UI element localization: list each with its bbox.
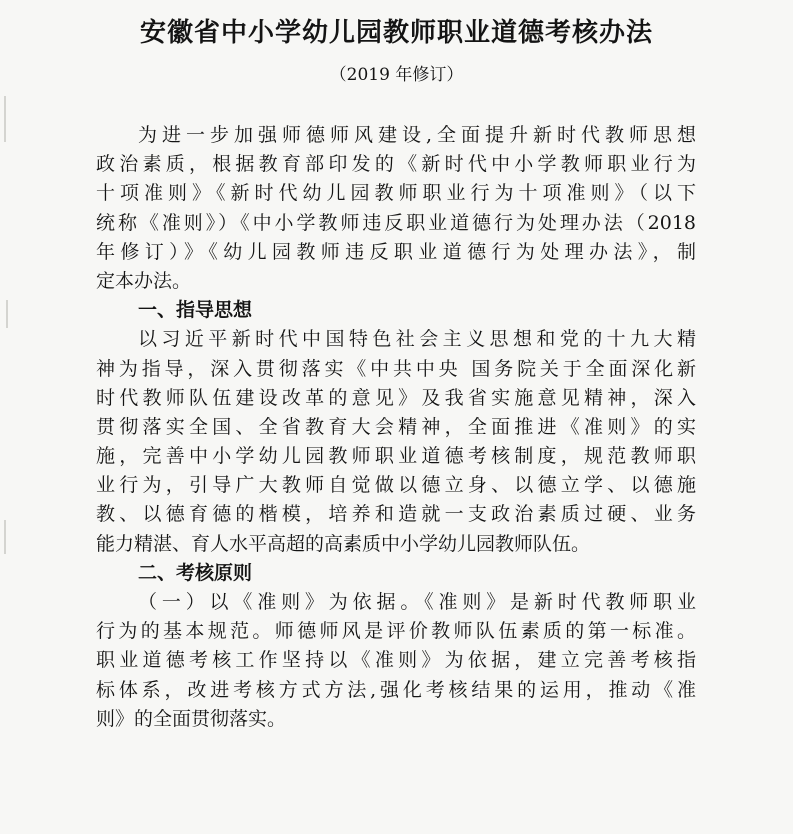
document-subtitle: （2019 年修订） bbox=[329, 65, 464, 85]
paragraph-line: 统称《准则》）《中小学教师违反职业道德行为处理办法（2018 bbox=[96, 211, 696, 234]
document-title: 安徽省中小学幼儿园教师职业道德考核办法 bbox=[139, 18, 653, 48]
paragraph-line: 则》的全面贯彻落实。 bbox=[96, 707, 287, 730]
paragraph-line: 年修订）》《幼儿园教师违反职业道德行为处理办法》，制 bbox=[96, 240, 696, 263]
paragraph-line: 职业道德考核工作坚持以《准则》为依据，建立完善考核指 bbox=[96, 649, 696, 672]
section-heading-assessment-principles: 二、考核原则 bbox=[138, 561, 253, 584]
paragraph-line: 政治素质，根据教育部印发的《新时代中小学教师职业行为 bbox=[96, 153, 696, 176]
paragraph-line: 能力精湛、育人水平高超的高素质中小学幼儿园教师队伍。 bbox=[96, 532, 591, 555]
scan-edge-mark bbox=[4, 520, 6, 554]
scan-edge-mark bbox=[6, 300, 8, 328]
intro-paragraph bbox=[96, 121, 696, 296]
section1-paragraph bbox=[96, 325, 696, 559]
paragraph-line: 贯彻落实全国、全省教育大会精神，全面推进《准则》的实 bbox=[96, 415, 696, 438]
paragraph-line: （一）以《准则》为依据。《准则》是新时代教师职业 bbox=[138, 591, 696, 613]
section2-paragraph bbox=[96, 588, 696, 734]
paragraph-line: 标体系，改进考核方式方法,强化考核结果的运用，推动《准 bbox=[96, 678, 696, 701]
scan-edge-mark bbox=[4, 96, 6, 142]
paragraph-line: 神为指导，深入贯彻落实《中共中央 国务院关于全面深化新 bbox=[96, 357, 696, 380]
section-heading-guiding-ideology: 一、指导思想 bbox=[138, 299, 253, 322]
paragraph-line: 行为的基本规范。师德师风是评价教师队伍素质的第一标准。 bbox=[96, 620, 696, 643]
paragraph-line: 以习近平新时代中国特色社会主义思想和党的十九大精 bbox=[138, 328, 696, 351]
paragraph-line: 业行为，引导广大教师自觉做以德立身、以德立学、以德施 bbox=[96, 474, 696, 497]
paragraph-line: 为进一步加强师德师风建设,全面提升新时代教师思想 bbox=[138, 124, 696, 146]
paragraph-line: 时代教师队伍建设改革的意见》及我省实施意见精神，深入 bbox=[96, 386, 696, 409]
paragraph-line: 教、以德育德的楷模，培养和造就一支政治素质过硬、业务 bbox=[96, 503, 696, 526]
paragraph-line: 十项准则》《新时代幼儿园教师职业行为十项准则》（以下 bbox=[96, 182, 696, 205]
paragraph-line: 定本办法。 bbox=[96, 269, 192, 292]
document-body bbox=[96, 121, 696, 734]
paragraph-line: 施，完善中小学幼儿园教师职业道德考核制度，规范教师职 bbox=[96, 445, 696, 468]
